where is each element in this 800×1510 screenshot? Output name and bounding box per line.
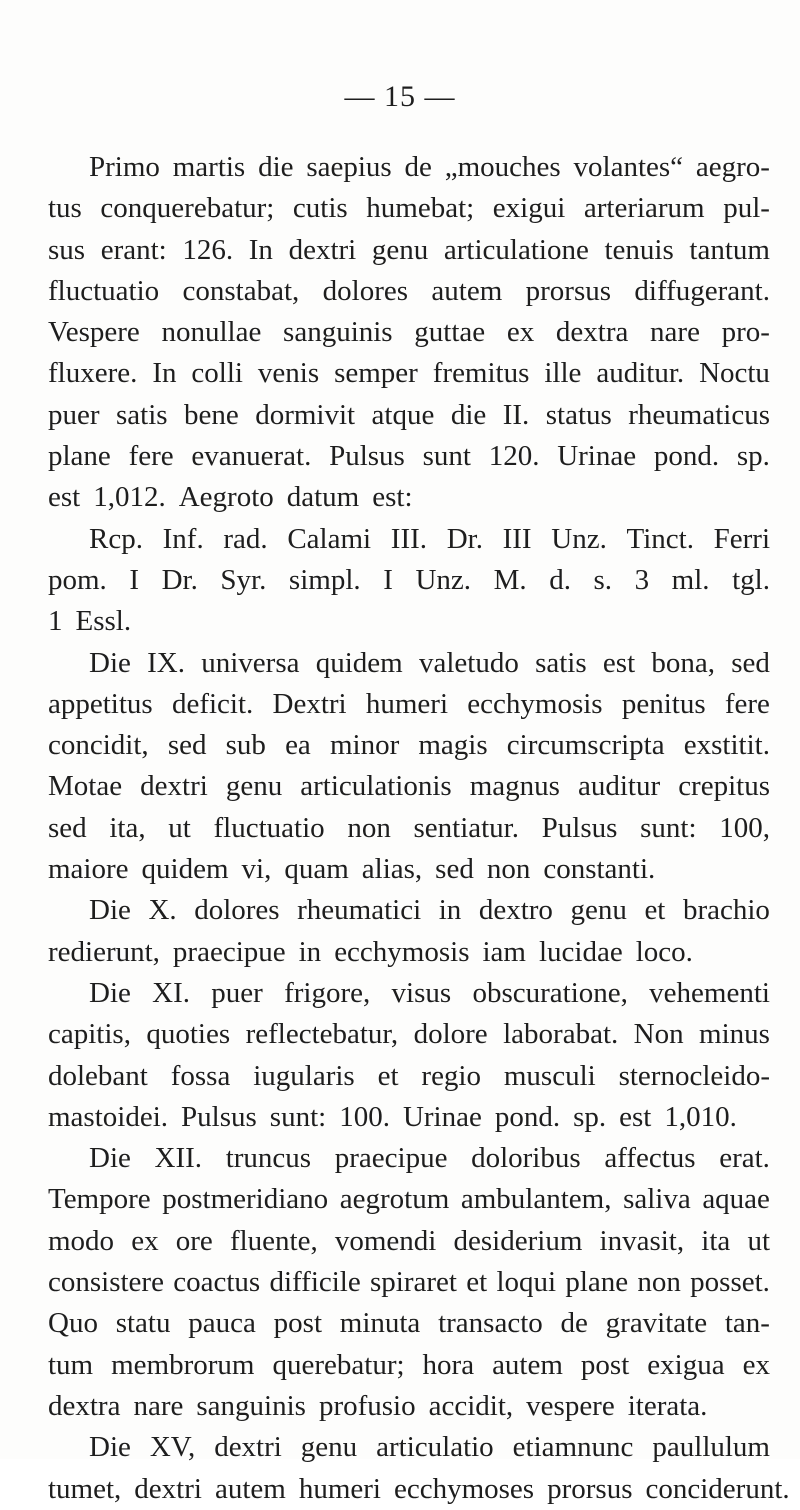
- text-line: [48, 1097, 770, 1138]
- word: fluente,: [229, 1224, 318, 1257]
- word: est:: [372, 481, 413, 514]
- word: pond.: [653, 440, 720, 473]
- word: tenuis: [604, 233, 674, 266]
- word: ecchymosis: [467, 687, 603, 720]
- word: dextra: [48, 1389, 121, 1422]
- word: III: [502, 522, 532, 555]
- word: fere: [724, 687, 770, 720]
- word: pauca: [188, 1307, 256, 1340]
- text-line: [48, 230, 770, 271]
- word: invasit,: [599, 1224, 685, 1257]
- word: sus: [48, 233, 86, 266]
- word: semper: [334, 357, 418, 390]
- word: XII.: [154, 1142, 203, 1175]
- text-line: [48, 519, 770, 560]
- word: desiderium: [453, 1224, 583, 1257]
- word: dextra: [555, 316, 629, 349]
- text-line: [48, 271, 770, 312]
- word: obscuratione,: [472, 976, 628, 1009]
- word: Aegroto: [178, 481, 274, 514]
- text-line: [48, 1386, 770, 1427]
- word: sed: [48, 811, 87, 844]
- word: magis: [418, 729, 488, 762]
- word: saepius: [306, 151, 392, 183]
- word: redierunt,: [48, 935, 160, 968]
- word: Calami: [287, 522, 372, 555]
- word: vespere: [526, 1389, 615, 1422]
- word: accidit,: [428, 1389, 514, 1422]
- word: consistere: [48, 1266, 164, 1299]
- word: tgl.: [732, 563, 770, 596]
- text-line: [48, 1427, 770, 1468]
- word: penitus: [621, 687, 706, 720]
- word: sanguinis: [196, 1389, 306, 1422]
- word: erant:: [100, 233, 167, 266]
- word: querebatur;: [272, 1348, 405, 1381]
- word: tantum: [689, 233, 770, 266]
- page-number: — 15 —: [344, 80, 456, 113]
- word: status: [545, 398, 612, 431]
- word: satis: [535, 646, 587, 679]
- word: regio: [421, 1059, 481, 1092]
- word: est: [619, 1100, 652, 1133]
- word: sunt:: [269, 1100, 327, 1133]
- text-line: [48, 725, 770, 766]
- text-line: [48, 188, 770, 229]
- word: Ferri: [713, 522, 770, 555]
- word: circumscripta: [506, 729, 665, 762]
- word: valetudo: [418, 646, 519, 679]
- word: fluctuatio: [48, 274, 160, 307]
- word: sed: [435, 853, 474, 886]
- word: conciderunt.: [645, 1472, 790, 1505]
- word: dolebant: [48, 1059, 148, 1092]
- word: ecchymosis: [334, 935, 470, 968]
- word: arteriarum: [583, 192, 705, 225]
- word: auditur.: [596, 357, 685, 390]
- word: dormivit: [255, 398, 356, 431]
- word: vi,: [241, 853, 272, 886]
- word: saliva: [623, 1183, 691, 1216]
- word: 100.: [339, 1100, 390, 1133]
- word: Tempore: [48, 1183, 151, 1216]
- word: musculi: [503, 1059, 596, 1092]
- word: iterata.: [627, 1389, 708, 1422]
- word: transacto: [438, 1307, 543, 1340]
- word: articulatione: [443, 233, 589, 266]
- word: puer: [48, 398, 100, 431]
- word: postmeridiano: [162, 1183, 329, 1216]
- word: quidem: [141, 853, 229, 886]
- word: tus: [48, 192, 82, 225]
- word: fremitus: [432, 357, 530, 390]
- word: humeri: [298, 1472, 381, 1505]
- word: volantes“: [573, 151, 684, 183]
- word: Vespere: [48, 316, 140, 349]
- word: Pulsus: [181, 1100, 257, 1133]
- word: „mouches: [444, 151, 561, 183]
- word: loqui: [496, 1266, 557, 1299]
- body-text: [48, 147, 790, 1510]
- word: sed: [167, 729, 207, 762]
- word: evanuerat.: [191, 440, 312, 473]
- word: 1,010.: [664, 1100, 737, 1133]
- word: I: [383, 563, 393, 596]
- word: tan-: [724, 1307, 770, 1340]
- word: posset.: [690, 1266, 770, 1299]
- word: vehementi: [649, 976, 770, 1009]
- word: Unz.: [415, 563, 472, 596]
- word: simpl.: [288, 563, 361, 596]
- word: dextri: [134, 1472, 202, 1505]
- word: dextri: [288, 233, 357, 266]
- word: ex: [506, 316, 535, 349]
- word: Urinae: [402, 1100, 482, 1133]
- word: minuta: [339, 1307, 421, 1340]
- word: Dr.: [446, 522, 483, 555]
- word: concidit,: [48, 729, 149, 762]
- word: ut: [747, 1224, 770, 1257]
- word: est: [48, 481, 81, 514]
- word: maiore: [48, 853, 129, 886]
- word: Quo: [48, 1307, 98, 1340]
- word: ille: [544, 357, 582, 390]
- word: capitis,: [48, 1018, 131, 1051]
- text-line: [48, 1262, 770, 1303]
- word: alias,: [361, 853, 423, 886]
- word: iam: [482, 935, 526, 968]
- word: plane: [565, 1266, 629, 1299]
- word: bene: [184, 398, 239, 431]
- text-line: [48, 684, 770, 725]
- word: vomendi: [334, 1224, 437, 1257]
- text-line: [48, 1014, 770, 1055]
- word: loco.: [635, 935, 693, 968]
- word: Tinct.: [626, 522, 694, 555]
- word: de: [560, 1307, 588, 1340]
- word: satis: [115, 398, 168, 431]
- word: d.: [549, 563, 571, 596]
- word: autem: [214, 1472, 286, 1505]
- word: IX.: [147, 646, 185, 679]
- word: crepitus: [678, 770, 770, 803]
- word: Pulsus: [329, 440, 405, 473]
- word: non: [347, 811, 391, 844]
- word: sentiatur.: [413, 811, 519, 844]
- word: pond.: [494, 1100, 561, 1133]
- word: articulationis: [300, 770, 452, 803]
- text-line: [48, 1345, 770, 1386]
- word: auditur: [577, 770, 661, 803]
- word: venis: [257, 357, 320, 390]
- text-line: [48, 312, 770, 353]
- word: modo: [48, 1224, 115, 1257]
- word: ea: [285, 729, 311, 762]
- word: truncus: [225, 1142, 312, 1175]
- word: hora: [422, 1348, 475, 1381]
- text-line: [48, 353, 770, 394]
- word: etiamnunc: [512, 1431, 634, 1464]
- text-line: [48, 973, 770, 1014]
- word: articulatio: [376, 1431, 494, 1464]
- word: fluxere.: [48, 357, 138, 390]
- word: pro-: [721, 316, 770, 349]
- word: Dextri: [272, 687, 347, 720]
- word: prorsus: [547, 1472, 633, 1505]
- word: 126.: [182, 233, 234, 266]
- word: II.: [502, 398, 530, 431]
- word: Non: [633, 1018, 684, 1051]
- word: autem: [492, 1348, 563, 1381]
- text-line: [48, 890, 770, 931]
- word: doloribus: [471, 1142, 581, 1175]
- word: exigui: [492, 192, 566, 225]
- word: genu: [225, 770, 283, 803]
- word: s.: [593, 563, 613, 596]
- word: ita,: [109, 811, 146, 844]
- word: sternocleido-: [618, 1059, 770, 1092]
- word: de: [404, 151, 432, 183]
- word: iugularis: [253, 1059, 355, 1092]
- text-line: [48, 147, 770, 188]
- word: quoties: [146, 1018, 231, 1051]
- word: XI.: [152, 976, 191, 1009]
- word: genu: [300, 1431, 358, 1464]
- word: III.: [390, 522, 428, 555]
- word: praecipue: [172, 935, 286, 968]
- word: In: [248, 233, 273, 266]
- word: nare: [650, 316, 700, 349]
- word: sunt:: [640, 811, 697, 844]
- word: sub: [225, 729, 266, 762]
- word: quidem: [315, 646, 403, 679]
- text-line: [48, 601, 770, 642]
- word: guttae: [414, 316, 486, 349]
- word: conquerebatur;: [100, 192, 275, 225]
- word: Die: [89, 894, 131, 927]
- word: sp.: [573, 1100, 607, 1133]
- word: diffugerant.: [634, 274, 770, 307]
- text-line: [48, 849, 770, 890]
- word: exstitit.: [683, 729, 770, 762]
- word: non: [637, 1266, 681, 1299]
- word: statu: [115, 1307, 171, 1340]
- word: constabat,: [182, 274, 300, 307]
- text-line: [48, 1179, 770, 1220]
- word: et: [377, 1059, 399, 1092]
- word: aegrotum: [339, 1183, 450, 1216]
- word: Die: [89, 1142, 131, 1175]
- word: I: [129, 563, 140, 596]
- word: die: [258, 151, 294, 183]
- word: rad.: [223, 522, 268, 555]
- word: brachio: [682, 894, 770, 927]
- word: aegro-: [695, 151, 770, 183]
- word: Die: [89, 1431, 131, 1464]
- word: et: [466, 1266, 488, 1299]
- word: Die: [89, 646, 131, 679]
- word: erat.: [719, 1142, 770, 1175]
- word: non: [486, 853, 531, 886]
- word: X.: [148, 894, 177, 927]
- word: 100,: [719, 811, 770, 844]
- word: humeri: [365, 687, 449, 720]
- word: dextri: [140, 770, 208, 803]
- word: minor: [329, 729, 400, 762]
- text-line: [48, 1221, 770, 1262]
- word: universa: [201, 646, 300, 679]
- word: Noctu: [699, 357, 770, 390]
- text-line: [48, 1138, 770, 1179]
- word: pom.: [48, 563, 107, 596]
- word: pul-: [723, 192, 770, 225]
- word: sp.: [736, 440, 770, 473]
- word: ore: [175, 1224, 213, 1257]
- word: nonullae: [161, 316, 262, 349]
- word: puer: [211, 976, 263, 1009]
- word: aquae: [702, 1183, 770, 1216]
- word: in: [298, 935, 322, 968]
- word: Urinae: [557, 440, 637, 473]
- word: dextro: [478, 894, 553, 927]
- word: XV,: [149, 1431, 196, 1464]
- word: in: [438, 894, 462, 927]
- word: Primo: [89, 151, 160, 183]
- word: Syr.: [220, 563, 267, 596]
- word: Unz.: [551, 522, 607, 555]
- word: Motae: [48, 770, 123, 803]
- word: fluctuatio: [213, 811, 325, 844]
- word: post: [273, 1307, 322, 1340]
- text-line: [48, 436, 770, 477]
- word: ita: [701, 1224, 731, 1257]
- text-line: [48, 808, 770, 849]
- word: et: [644, 894, 666, 927]
- text-line: [48, 932, 770, 973]
- word: reflectebatur,: [245, 1018, 399, 1051]
- word: visus: [391, 976, 452, 1009]
- word: minus: [699, 1018, 770, 1051]
- text-line: [48, 1469, 790, 1510]
- word: est: [602, 646, 636, 679]
- text-line: [48, 560, 770, 601]
- word: datum: [286, 481, 360, 514]
- word: magnus: [469, 770, 560, 803]
- word: Essl.: [75, 605, 132, 638]
- word: nare: [133, 1389, 184, 1422]
- word: dolore: [413, 1018, 488, 1051]
- word: membrorum: [111, 1348, 255, 1381]
- word: exigua: [647, 1348, 725, 1381]
- word: fossa: [170, 1059, 231, 1092]
- word: genu: [570, 894, 627, 927]
- word: paullulum: [652, 1431, 770, 1464]
- word: plane: [48, 440, 111, 473]
- word: mastoidei.: [48, 1100, 169, 1133]
- text-line: [48, 1303, 770, 1344]
- word: gravitate: [605, 1307, 708, 1340]
- word: colli: [191, 357, 243, 390]
- word: 3: [634, 563, 650, 596]
- word: sanguinis: [283, 316, 393, 349]
- word: 120.: [488, 440, 540, 473]
- word: martis: [172, 151, 246, 183]
- word: tum: [48, 1348, 94, 1381]
- word: coactus: [173, 1266, 261, 1299]
- word: spiraret: [370, 1266, 457, 1299]
- word: cutis: [292, 192, 348, 225]
- text-line: [48, 643, 770, 684]
- word: sed: [731, 646, 770, 679]
- word: dolores: [194, 894, 280, 927]
- word: profusio: [318, 1389, 416, 1422]
- word: Die: [89, 976, 131, 1009]
- word: ut: [168, 811, 191, 844]
- word: lucidae: [539, 935, 623, 968]
- word: 1: [48, 605, 63, 638]
- word: constanti.: [543, 853, 656, 886]
- word: laborabat.: [503, 1018, 619, 1051]
- word: post: [580, 1348, 630, 1381]
- word: sunt: [422, 440, 471, 473]
- word: dolores: [322, 274, 409, 307]
- text-line: [48, 1056, 770, 1097]
- word: tumet,: [48, 1472, 122, 1505]
- text-line: [48, 766, 770, 807]
- word: ambulantem,: [460, 1183, 612, 1216]
- word: prorsus: [525, 274, 612, 307]
- word: Rcp.: [89, 522, 143, 555]
- word: In: [152, 357, 177, 390]
- word: quam: [284, 853, 349, 886]
- word: difficile: [269, 1266, 361, 1299]
- word: fere: [128, 440, 174, 473]
- word: autem: [431, 274, 503, 307]
- word: Dr.: [161, 563, 198, 596]
- word: rheumaticus: [628, 398, 770, 431]
- word: humebat;: [366, 192, 475, 225]
- word: M.: [493, 563, 527, 596]
- word: rheumatici: [297, 894, 422, 927]
- word: frigore,: [284, 976, 371, 1009]
- word: Inf.: [162, 522, 204, 555]
- word: affectus: [604, 1142, 696, 1175]
- word: ex: [131, 1224, 159, 1257]
- word: atque: [371, 398, 435, 431]
- word: die: [450, 398, 487, 431]
- word: ml.: [671, 563, 710, 596]
- word: dextri: [214, 1431, 282, 1464]
- text-line: [48, 477, 770, 518]
- word: appetitus: [48, 687, 153, 720]
- text-line: [48, 395, 770, 436]
- word: ex: [742, 1348, 770, 1381]
- word: deficit.: [171, 687, 254, 720]
- word: bona,: [651, 646, 715, 679]
- word: genu: [371, 233, 429, 266]
- word: praecipue: [334, 1142, 448, 1175]
- word: Pulsus: [541, 811, 618, 844]
- word: 1,012.: [93, 481, 166, 514]
- word: ecchymoses: [393, 1472, 535, 1505]
